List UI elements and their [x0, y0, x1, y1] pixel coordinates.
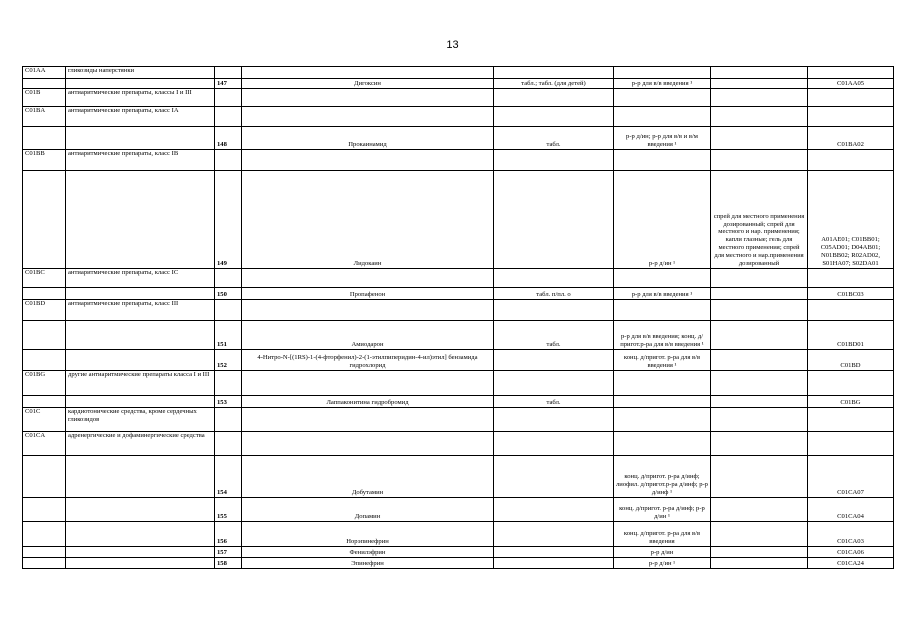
table-row	[23, 288, 894, 300]
drug-name	[242, 408, 494, 432]
drug-name	[242, 269, 494, 288]
row-number: 155	[215, 498, 242, 522]
group-description: адренергические и дофаминергические средства	[66, 432, 215, 456]
row-number: 153	[215, 396, 242, 408]
row-number: 157	[215, 547, 242, 558]
dosage-form-primary	[494, 300, 614, 321]
dosage-form-primary	[494, 371, 614, 396]
dosage-form-primary	[494, 547, 614, 558]
group-description	[66, 171, 215, 269]
atc-code: C01BA02	[808, 127, 894, 150]
drug-name	[242, 300, 494, 321]
atc-group-code: C01AA	[23, 67, 66, 79]
drug-name: Норэпинефрин	[242, 522, 494, 547]
atc-code	[808, 408, 894, 432]
group-description	[66, 321, 215, 350]
table-row	[23, 547, 894, 558]
atc-code: C01AA05	[808, 79, 894, 89]
group-description	[66, 547, 215, 558]
table-row	[23, 300, 894, 321]
row-number	[215, 408, 242, 432]
atc-group-code: C01B	[23, 89, 66, 107]
group-description	[66, 456, 215, 498]
atc-code	[808, 432, 894, 456]
dosage-form-secondary: р-р д/ин ¹	[614, 558, 711, 569]
atc-code: C01CA03	[808, 522, 894, 547]
row-number: 150	[215, 288, 242, 300]
dosage-form-primary	[494, 522, 614, 547]
atc-code: C01CA06	[808, 547, 894, 558]
dosage-form-tertiary	[711, 371, 808, 396]
group-description: антиаритмические препараты, класс IC	[66, 269, 215, 288]
atc-group-code	[23, 396, 66, 408]
group-description	[66, 350, 215, 371]
dosage-form-tertiary	[711, 408, 808, 432]
atc-code	[808, 67, 894, 79]
atc-code: C01BD	[808, 350, 894, 371]
row-number	[215, 107, 242, 127]
drug-name: Лаппаконитина гидробромид	[242, 396, 494, 408]
table-row	[23, 79, 894, 89]
row-number: 152	[215, 350, 242, 371]
atc-group-code	[23, 558, 66, 569]
table-row	[23, 67, 894, 79]
table-row	[23, 522, 894, 547]
dosage-form-primary	[494, 558, 614, 569]
dosage-form-primary	[494, 432, 614, 456]
row-number	[215, 371, 242, 396]
drug-name: Допамин	[242, 498, 494, 522]
group-description	[66, 522, 215, 547]
dosage-form-secondary	[614, 408, 711, 432]
drug-table	[22, 66, 894, 569]
atc-code	[808, 300, 894, 321]
atc-group-code: C01BD	[23, 300, 66, 321]
dosage-form-secondary	[614, 396, 711, 408]
drug-name: Амиодарон	[242, 321, 494, 350]
group-description: антиаритмические препараты, класс IB	[66, 150, 215, 171]
dosage-form-primary	[494, 456, 614, 498]
drug-name	[242, 67, 494, 79]
atc-code: C01BD01	[808, 321, 894, 350]
group-description	[66, 396, 215, 408]
dosage-form-secondary	[614, 371, 711, 396]
dosage-form-secondary	[614, 89, 711, 107]
dosage-form-secondary: конц. д/пригот. р-ра для в/в введения ¹	[614, 350, 711, 371]
table-row	[23, 558, 894, 569]
atc-group-code	[23, 547, 66, 558]
dosage-form-secondary	[614, 432, 711, 456]
table-row	[23, 396, 894, 408]
dosage-form-tertiary	[711, 432, 808, 456]
group-description	[66, 288, 215, 300]
row-number	[215, 269, 242, 288]
row-number	[215, 89, 242, 107]
dosage-form-primary: табл. п/пл. о	[494, 288, 614, 300]
atc-code: A01AE01; C01BB01; C05AD01; D04AB01; N01BB02; R02AD02, S01HA07; S02DA01	[808, 171, 894, 269]
group-description	[66, 127, 215, 150]
dosage-form-tertiary	[711, 547, 808, 558]
dosage-form-secondary: р-р д/ин ¹	[614, 171, 711, 269]
atc-group-code: C01C	[23, 408, 66, 432]
table-row	[23, 107, 894, 127]
group-description	[66, 79, 215, 89]
drug-name: Пропафенон	[242, 288, 494, 300]
group-description: другие антиаритмические препараты класса I и III	[66, 371, 215, 396]
dosage-form-tertiary	[711, 269, 808, 288]
atc-code	[808, 89, 894, 107]
dosage-form-primary: табл.	[494, 396, 614, 408]
dosage-form-secondary: р-р для в/в введения ¹	[614, 79, 711, 89]
atc-code: C01CA04	[808, 498, 894, 522]
table-row	[23, 408, 894, 432]
atc-code: C01CA07	[808, 456, 894, 498]
table-row	[23, 127, 894, 150]
atc-code	[808, 150, 894, 171]
dosage-form-tertiary	[711, 456, 808, 498]
dosage-form-secondary: конц. д/пригот. р-ра д/инф; р-р д/ин ¹	[614, 498, 711, 522]
atc-group-code	[23, 288, 66, 300]
dosage-form-primary	[494, 350, 614, 371]
drug-name: Добутамин	[242, 456, 494, 498]
table-row	[23, 150, 894, 171]
row-number: 154	[215, 456, 242, 498]
atc-code: C01BG	[808, 396, 894, 408]
dosage-form-primary	[494, 67, 614, 79]
dosage-form-secondary: р-р д/ин; р-р для в/в и в/м введения ¹	[614, 127, 711, 150]
drug-name: Фенилэфрин	[242, 547, 494, 558]
atc-group-code	[23, 79, 66, 89]
dosage-form-tertiary	[711, 150, 808, 171]
atc-group-code: C01BC	[23, 269, 66, 288]
row-number: 147	[215, 79, 242, 89]
dosage-form-secondary: р-р для в/в введения; конц. д/пригот.р-ра для в/в введения ¹	[614, 321, 711, 350]
group-description: антиаритмические препараты, класс III	[66, 300, 215, 321]
drug-name	[242, 107, 494, 127]
atc-code: C01CA24	[808, 558, 894, 569]
row-number: 156	[215, 522, 242, 547]
dosage-form-primary	[494, 171, 614, 269]
dosage-form-secondary	[614, 150, 711, 171]
group-description: антиаритмические препараты, классы I и III	[66, 89, 215, 107]
page-number: 13	[446, 39, 459, 51]
dosage-form-secondary	[614, 300, 711, 321]
group-description: гликозиды наперстянки	[66, 67, 215, 79]
table-row	[23, 171, 894, 269]
atc-group-code	[23, 350, 66, 371]
atc-group-code	[23, 456, 66, 498]
dosage-form-primary	[494, 107, 614, 127]
atc-group-code	[23, 321, 66, 350]
drug-name	[242, 89, 494, 107]
dosage-form-primary	[494, 408, 614, 432]
table-row	[23, 89, 894, 107]
atc-code	[808, 269, 894, 288]
dosage-form-secondary: р-р для в/в введения ¹	[614, 288, 711, 300]
dosage-form-secondary	[614, 107, 711, 127]
table-row	[23, 321, 894, 350]
table-row	[23, 350, 894, 371]
dosage-form-tertiary	[711, 396, 808, 408]
dosage-form-primary: табл.; табл. (для детей)	[494, 79, 614, 89]
atc-group-code	[23, 522, 66, 547]
dosage-form-primary	[494, 150, 614, 171]
table-row	[23, 498, 894, 522]
dosage-form-primary	[494, 89, 614, 107]
group-description	[66, 498, 215, 522]
dosage-form-tertiary	[711, 558, 808, 569]
drug-name: Прокаинамид	[242, 127, 494, 150]
table-body	[23, 67, 894, 569]
dosage-form-secondary: конц. д/пригот. р-ра д/инф; лиофил. д/пригот.р-ра д/инф; р-р д/инф ¹	[614, 456, 711, 498]
drug-name: Лидокаин	[242, 171, 494, 269]
dosage-form-tertiary	[711, 67, 808, 79]
row-number	[215, 432, 242, 456]
drug-name	[242, 432, 494, 456]
dosage-form-tertiary	[711, 300, 808, 321]
dosage-form-secondary: конц. д/пригот. р-ра для в/в введения	[614, 522, 711, 547]
dosage-form-secondary: р-р д/ин	[614, 547, 711, 558]
drug-name: Дигоксин	[242, 79, 494, 89]
dosage-form-tertiary	[711, 79, 808, 89]
atc-code	[808, 107, 894, 127]
dosage-form-tertiary	[711, 498, 808, 522]
table-row	[23, 456, 894, 498]
drug-name	[242, 371, 494, 396]
drug-name: Эпинефрин	[242, 558, 494, 569]
dosage-form-tertiary	[711, 350, 808, 371]
dosage-form-tertiary	[711, 288, 808, 300]
dosage-form-primary: табл.	[494, 321, 614, 350]
drug-name	[242, 150, 494, 171]
dosage-form-tertiary	[711, 107, 808, 127]
row-number: 149	[215, 171, 242, 269]
table-row	[23, 432, 894, 456]
group-description	[66, 558, 215, 569]
row-number	[215, 150, 242, 171]
table-row	[23, 269, 894, 288]
atc-group-code: C01BB	[23, 150, 66, 171]
drug-name: 4-Нитро-N-[(1RS)-1-(4-фторфенил)-2-(1-этилпиперидин-4-ил)этил] бензамида гидрохлорид	[242, 350, 494, 371]
dosage-form-tertiary	[711, 89, 808, 107]
row-number	[215, 67, 242, 79]
group-description: кардиотонические средства, кроме сердечных гликозидов	[66, 408, 215, 432]
dosage-form-tertiary	[711, 127, 808, 150]
atc-group-code	[23, 498, 66, 522]
dosage-form-tertiary: спрей для местного применения дозированный; спрей для местного и нар. применения; капли глазные; гель для местного применения; спрей для местного и нар.применения дозированный	[711, 171, 808, 269]
atc-code: C01BC03	[808, 288, 894, 300]
dosage-form-tertiary	[711, 522, 808, 547]
dosage-form-secondary	[614, 67, 711, 79]
atc-group-code: C01CA	[23, 432, 66, 456]
dosage-form-primary: табл.	[494, 127, 614, 150]
dosage-form-primary	[494, 498, 614, 522]
atc-group-code	[23, 171, 66, 269]
dosage-form-tertiary	[711, 321, 808, 350]
row-number: 158	[215, 558, 242, 569]
dosage-form-secondary	[614, 269, 711, 288]
dosage-form-primary	[494, 269, 614, 288]
group-description: антиаритмические препараты, класс IA	[66, 107, 215, 127]
row-number	[215, 300, 242, 321]
atc-group-code	[23, 127, 66, 150]
row-number: 151	[215, 321, 242, 350]
atc-code	[808, 371, 894, 396]
atc-group-code: C01BA	[23, 107, 66, 127]
atc-group-code: C01BG	[23, 371, 66, 396]
table-row	[23, 371, 894, 396]
row-number: 148	[215, 127, 242, 150]
